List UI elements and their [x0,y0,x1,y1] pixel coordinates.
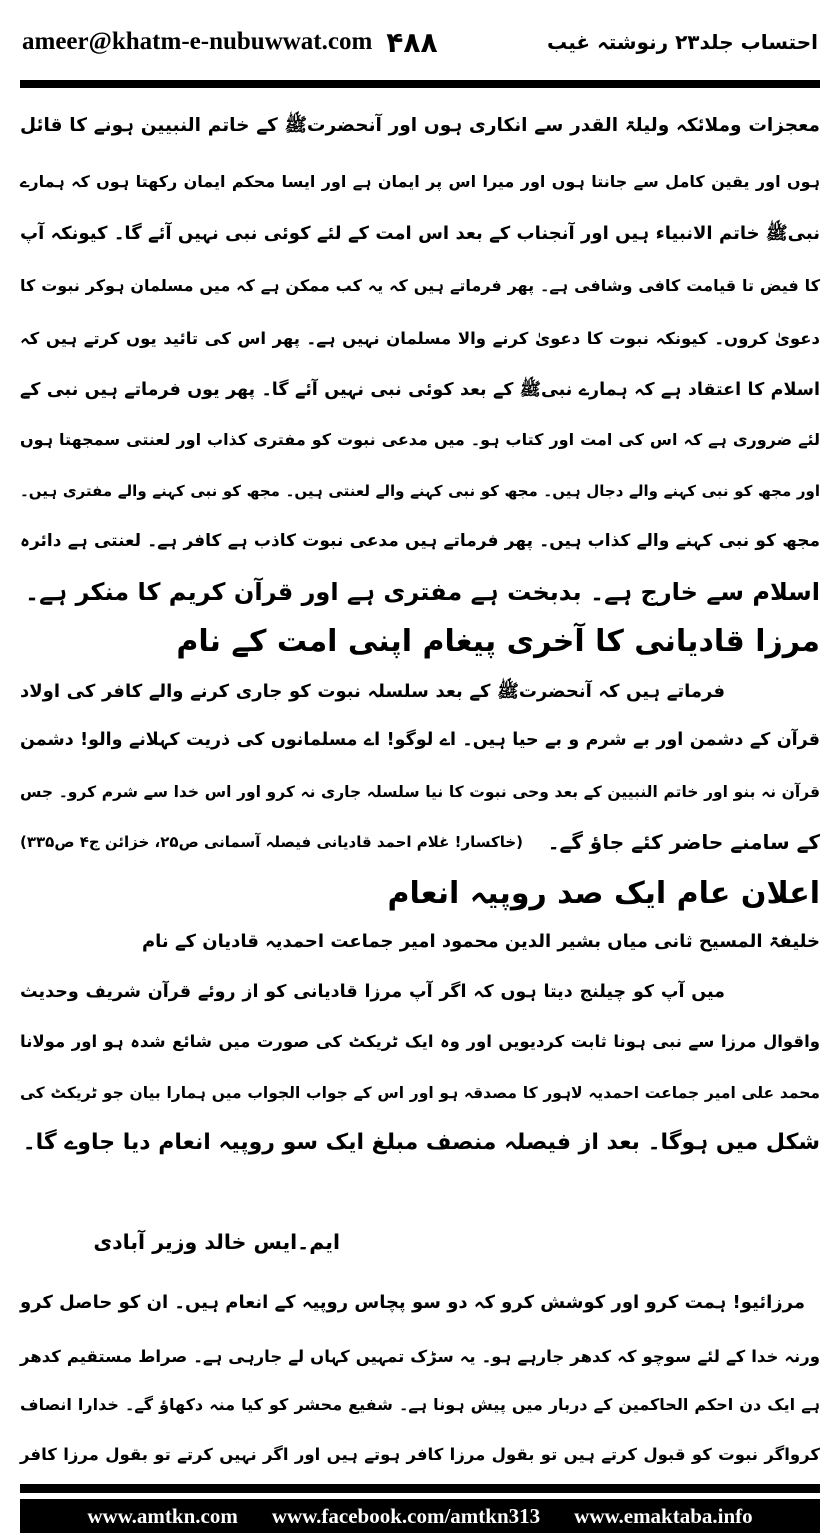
text-line [20,1383,820,1427]
text-line [20,264,820,308]
text-line [20,519,820,563]
text-line [20,418,820,462]
text-line [20,718,820,762]
footer-rule [20,1484,820,1493]
text-line [20,160,820,204]
text-line [20,469,820,513]
line-text: قرآن نہ بنو اور خاتم النبیین کے بعد وحی نبوت کا نیا سلسلہ جاری نہ کرو اور اس خدا سے شرم کرو۔ جس [20,783,820,801]
line-text: کا فیض تا قیامت کافی وشافی ہے۔ پھر فرماتے ہیں کہ یہ کب ممکن ہے کہ میں مسلمان ہوکر نبوت کا [20,276,820,295]
heading-text: مرزا قادیانی کا آخری پیغام اپنی امت کے نام [176,624,820,659]
signature [90,1220,340,1264]
line-text: اسلام کا اعتقاد ہے کہ ہمارے نبیﷺ کے بعد کوئی نبی نہیں آئے گا۔ پھر یوں فرماتے ہیں نبی کے [20,380,820,400]
text-line [20,1020,820,1064]
footer-link-facebook[interactable]: www.facebook.com/amtkn313 [271,1503,541,1528]
line-text: ہوں اور یقین کامل سے جانتا ہوں اور میرا اس پر ایمان ہے اور ایسا محکم ایمان رکھتا ہوں کہ ہمارے [20,172,820,191]
text-line [20,317,820,361]
section-heading [20,872,820,916]
line-text: اور مجھ کو نبی کہنے والے دجال ہیں۔ مجھ کو نبی کہنے والے لعنتی ہیں۔ مجھ کو نبی کہنے والے مفتری ہیں۔ [20,482,820,500]
line-text: شکل میں ہوگا۔ بعد از فیصلہ منصف مبلغ ایک سو روپیہ انعام دیا جاوے گا۔ [22,1130,820,1155]
line-text: اسلام سے خارج ہے۔ بدبخت ہے مفتری ہے اور قرآن کریم کا منکر ہے۔ [25,578,820,606]
line-text: واقوال مرزا سے نبی ہونا ثابت کردیویں اور وہ ایک ٹریکٹ کی صورت میں شائع شدہ ہو اور مولانا [20,1032,820,1051]
text-line [20,1071,820,1115]
text-line [20,104,820,148]
text-line [20,970,725,1014]
citation-reference: (خاکسار! غلام احمد قادیانی فیصلہ آسمانی ص۲۵، خزائن ج۴ ص۳۳۵) [20,833,524,851]
line-text: خلیفۃ المسیح ثانی میاں بشیر الدین محمود امیر جماعت احمدیہ قادیان کے نام [141,931,820,952]
signature-text: ایم۔ایس خالد وزیر آبادی [93,1230,340,1254]
line-text: محمد علی امیر جماعت احمدیہ لاہور کا مصدقہ ہو اور اس کے جواب الجواب میں ہمارا بیان جو ٹریکٹ کی [20,1084,820,1102]
address-line [130,920,820,964]
text-line [20,1433,820,1477]
line-text: دعویٰ کروں۔ کیونکہ نبوت کا دعویٰ کرنے والا مسلمان نہیں ہے۔ پھر اس کی تائید یوں کرتے ہیں کہ [20,329,820,348]
book-title: احتساب جلد۲۳ رنوشتہ غیب [547,30,818,54]
text-line [20,670,725,714]
footer-bar [20,1499,820,1533]
text-line [20,368,820,412]
text-line [20,770,820,814]
line-text: مرزائیو! ہمت کرو اور کوشش کرو کہ دو سو پچاس روپیہ کے انعام ہیں۔ ان کو حاصل کرو [20,1292,805,1313]
line-text: کے سامنے حاضر کئے جاؤ گے۔ [547,830,820,854]
line-text: میں آپ کو چیلنج دیتا ہوں کہ اگر آپ مرزا قادیانی کو از روئے قرآن شریف وحدیث [20,982,725,1002]
contact-email: ameer@khatm-e-nubuwwat.com [22,28,373,55]
line-text: لئے ضروری ہے کہ اس کی امت اور کتاب ہو۔ میں مدعی نبوت کو مفتری کذاب اور لعنتی سمجھتا ہوں [20,430,820,449]
header-rule [20,80,820,88]
line-text: ورنہ خدا کے لئے سوچو کہ کدھر جارہے ہو۔ یہ سڑک تمہیں کہاں لے جارہی ہے۔ صراط مستقیم کدھر [20,1347,820,1366]
text-line-with-reference [20,820,820,864]
text-line [20,1121,820,1165]
line-text: ہے ایک دن احکم الحاکمین کے دربار میں پیش ہونا ہے۔ شفیع محشر کو کیا منہ دکھاؤ گے۔ خدارا انصاف [20,1395,820,1414]
line-text: نبیﷺ خاتم الانبیاء ہیں اور آنجناب کے بعد اس امت کے لئے کوئی نبی نہیں آئے گا۔ کیونکہ آپ [20,223,820,244]
line-text: کرواگر نبوت کو قبول کرتے ہیں تو بقول مرزا کافر ہوتے ہیں اور اگر نہیں کرتے تو بقول مرزا کافر [20,1445,820,1464]
text-line [20,212,820,256]
page-header-left [22,22,438,62]
line-text: قرآن کے دشمن اور بے شرم و بے حیا ہیں۔ اے لوگو! اے مسلمانوں کی ذریت کہلانے والو! دشمن [20,730,820,750]
text-line [20,570,820,614]
line-text: معجزات وملائکہ ولیلۃ القدر سے انکاری ہوں اور آنحضرتﷺ کے خاتم النبیین ہونے کا قائل [20,115,820,136]
heading-text: اعلان عام ایک صد روپیہ انعام [387,876,820,911]
line-text: مجھ کو نبی کہنے والے کذاب ہیں۔ پھر فرماتے ہیں مدعی نبوت کاذب ہے کافر ہے۔ لعنتی ہے دائرہ [20,531,820,551]
footer-link-website[interactable]: www.amtkn.com [87,1503,238,1528]
text-line [20,1335,820,1379]
line-text: فرماتے ہیں کہ آنحضرتﷺ کے بعد سلسلہ نبوت کو جاری کرنے والے کافر کی اولاد [20,681,725,702]
text-line [20,1281,805,1325]
page-number: ۴۸۸ [386,25,438,59]
footer-link-emaktaba[interactable]: www.emaktaba.info [574,1503,753,1528]
section-heading [20,620,820,664]
